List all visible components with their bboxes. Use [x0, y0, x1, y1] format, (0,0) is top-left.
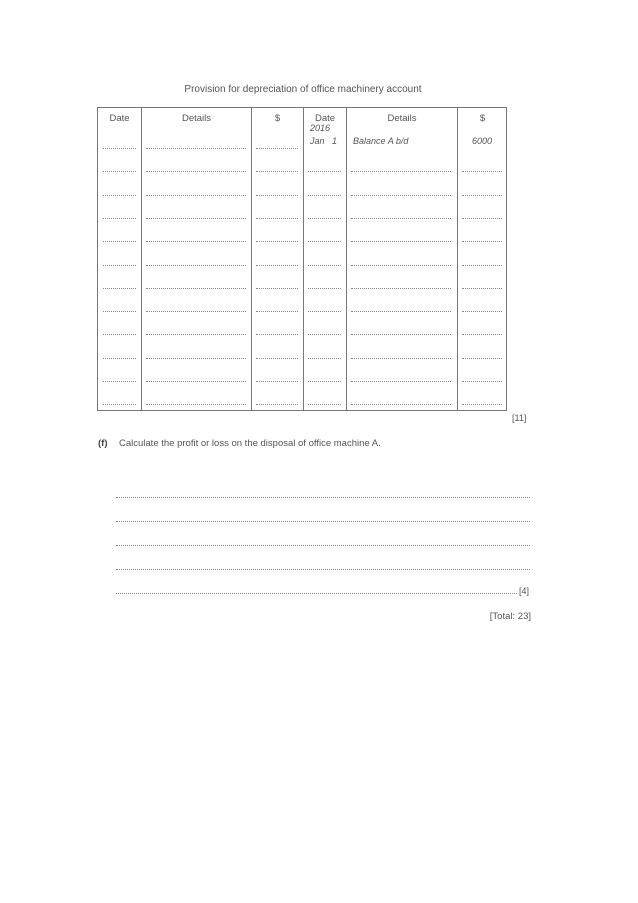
entry-line[interactable]: [103, 334, 136, 335]
entry-line[interactable]: [462, 288, 502, 289]
entry-line[interactable]: [256, 381, 298, 382]
entry-line[interactable]: [351, 195, 451, 196]
ledger-table: [97, 107, 507, 411]
entry-line[interactable]: [351, 334, 451, 335]
entry-line[interactable]: [103, 241, 136, 242]
answer-line[interactable]: [116, 521, 530, 522]
entry-line[interactable]: [351, 358, 451, 359]
entry-line[interactable]: [308, 288, 341, 289]
entry-line[interactable]: [256, 288, 298, 289]
entry-line[interactable]: [103, 288, 136, 289]
question-label: (f): [98, 438, 108, 449]
header-dollar-right: $: [479, 113, 486, 124]
entry-line[interactable]: [308, 404, 341, 405]
entry-line[interactable]: [146, 265, 246, 266]
entry-line[interactable]: [256, 148, 298, 149]
entry-line[interactable]: [103, 404, 136, 405]
column-divider: [251, 108, 252, 410]
entry-line[interactable]: [351, 218, 451, 219]
entry-line[interactable]: [256, 358, 298, 359]
entry-line[interactable]: [308, 381, 341, 382]
entry-line[interactable]: [146, 195, 246, 196]
table-marks: [11]: [512, 413, 527, 423]
entry-line[interactable]: [351, 311, 451, 312]
entry-line[interactable]: [308, 241, 341, 242]
column-divider: [141, 108, 142, 410]
header-dollar-left: $: [274, 113, 281, 124]
entry-line[interactable]: [256, 265, 298, 266]
account-title: Provision for depreciation of office machinery account: [184, 84, 422, 95]
entry-line[interactable]: [351, 241, 451, 242]
entry-line[interactable]: [103, 148, 136, 149]
entry-line[interactable]: [146, 241, 246, 242]
entry-line[interactable]: [308, 171, 341, 172]
entry-line[interactable]: [256, 171, 298, 172]
entry-line[interactable]: [103, 358, 136, 359]
entry-line[interactable]: [351, 171, 451, 172]
entry-line[interactable]: [462, 311, 502, 312]
entry-line[interactable]: [308, 311, 341, 312]
entry-line[interactable]: [462, 218, 502, 219]
entry-line[interactable]: [462, 334, 502, 335]
entry-line[interactable]: [256, 311, 298, 312]
center-divider: [303, 108, 304, 410]
entry-line[interactable]: [146, 311, 246, 312]
entry-line[interactable]: [351, 404, 451, 405]
total-marks: [Total: 23]: [489, 611, 531, 622]
column-divider: [457, 108, 458, 410]
entry-line[interactable]: [462, 265, 502, 266]
entry-line[interactable]: [351, 265, 451, 266]
answer-line[interactable]: [116, 593, 517, 594]
entry-year: 2016: [310, 123, 331, 133]
entry-line[interactable]: [146, 171, 246, 172]
header-date-right: Date: [314, 113, 336, 124]
entry-line[interactable]: [103, 381, 136, 382]
entry-line[interactable]: [146, 358, 246, 359]
entry-line[interactable]: [256, 195, 298, 196]
entry-line[interactable]: [146, 381, 246, 382]
entry-line[interactable]: [462, 358, 502, 359]
question-marks: [4]: [519, 586, 530, 596]
entry-line[interactable]: [462, 171, 502, 172]
entry-line[interactable]: [256, 241, 298, 242]
header-date-left: Date: [109, 113, 130, 124]
entry-line[interactable]: [256, 218, 298, 219]
entry-line[interactable]: [256, 334, 298, 335]
entry-line[interactable]: [103, 171, 136, 172]
entry-line[interactable]: [146, 334, 246, 335]
entry-line[interactable]: [308, 218, 341, 219]
column-divider: [346, 108, 347, 410]
answer-line[interactable]: [116, 569, 530, 570]
entry-line[interactable]: [462, 241, 502, 242]
entry-line[interactable]: [308, 358, 341, 359]
entry-date: Jan 1: [310, 136, 338, 146]
entry-details: Balance A b/d: [353, 136, 409, 146]
entry-line[interactable]: [256, 404, 298, 405]
entry-line[interactable]: [146, 288, 246, 289]
entry-line[interactable]: [462, 195, 502, 196]
entry-line[interactable]: [351, 288, 451, 289]
header-details-left: Details: [181, 113, 212, 124]
entry-line[interactable]: [103, 195, 136, 196]
entry-line[interactable]: [103, 265, 136, 266]
entry-line[interactable]: [146, 404, 246, 405]
entry-line[interactable]: [308, 195, 341, 196]
entry-line[interactable]: [351, 381, 451, 382]
entry-line[interactable]: [308, 334, 341, 335]
entry-line[interactable]: [146, 148, 246, 149]
entry-line[interactable]: [308, 265, 341, 266]
header-details-right: Details: [387, 113, 417, 124]
entry-line[interactable]: [462, 404, 502, 405]
question-text: Calculate the profit or loss on the disposal of office machine A.: [119, 438, 381, 449]
entry-line[interactable]: [103, 218, 136, 219]
entry-amount: 6000: [472, 136, 493, 146]
entry-line[interactable]: [146, 218, 246, 219]
answer-line[interactable]: [116, 545, 530, 546]
entry-line[interactable]: [103, 311, 136, 312]
answer-line[interactable]: [116, 497, 530, 498]
entry-line[interactable]: [462, 381, 502, 382]
